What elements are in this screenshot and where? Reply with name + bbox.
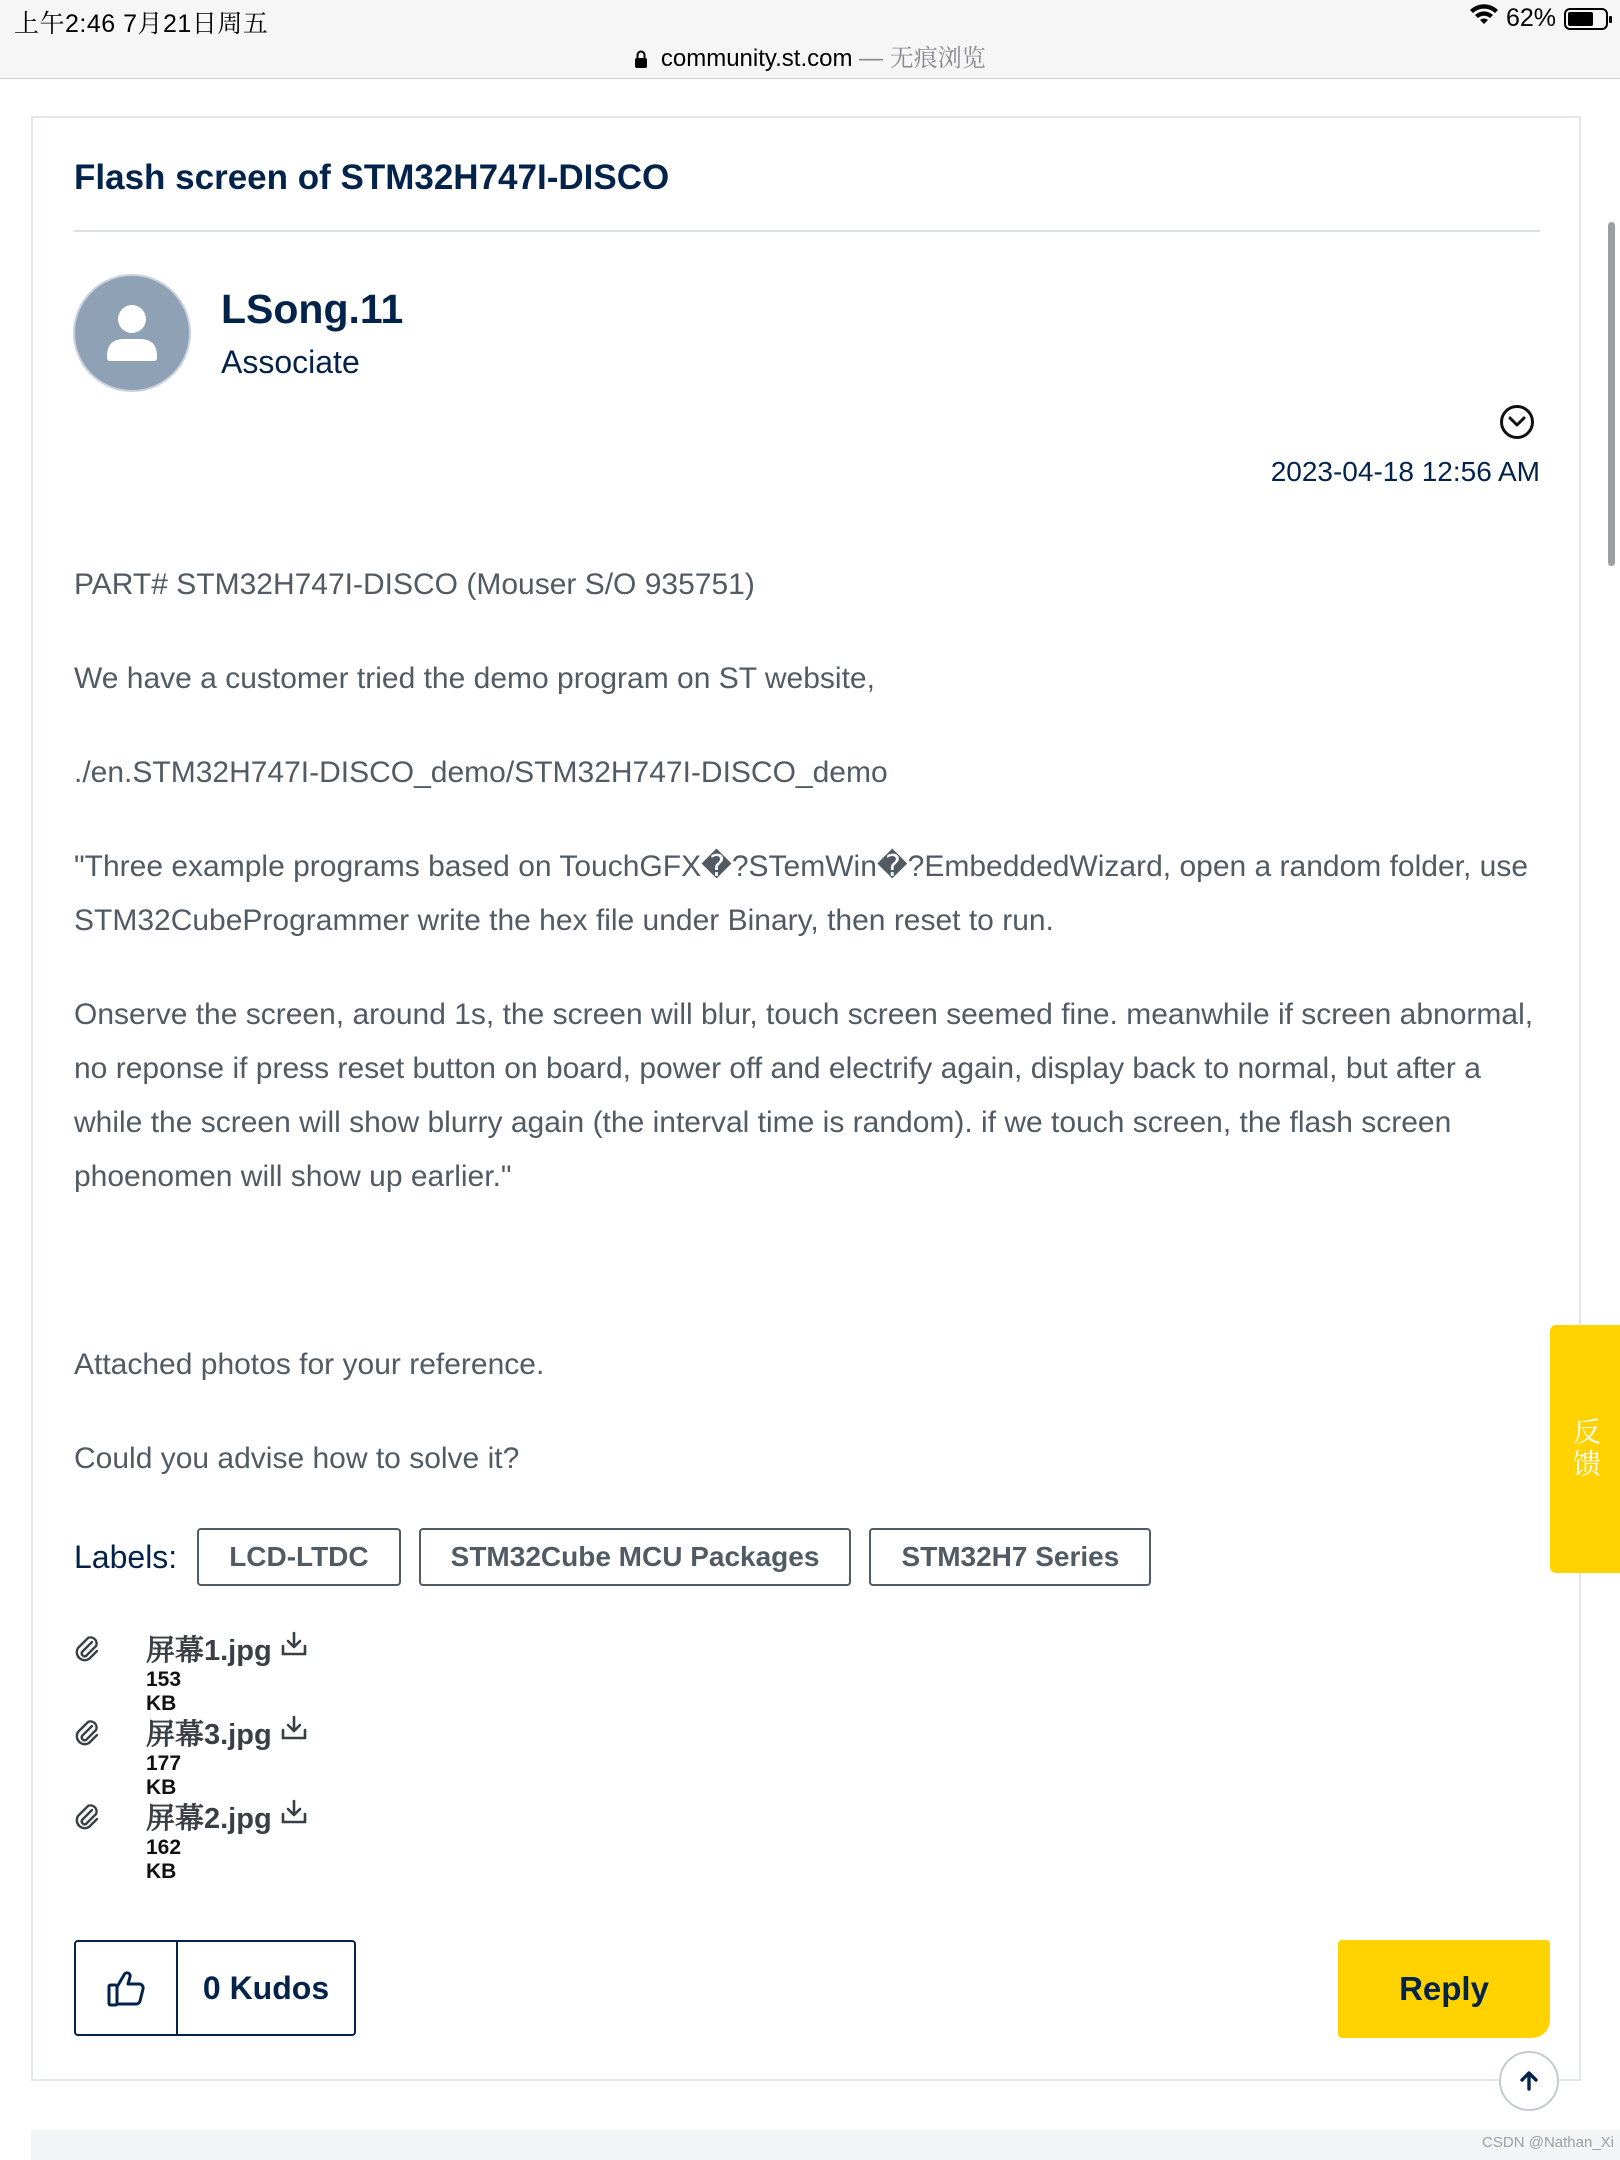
labels-heading: Labels:: [74, 1538, 178, 1575]
body-paragraph: We have a customer tried the demo program on ST website,: [74, 662, 875, 695]
download-icon[interactable]: [280, 1630, 308, 1663]
author-name[interactable]: LSong.11: [221, 286, 404, 332]
kudo-button[interactable]: [76, 1942, 178, 2034]
url-text: community.st.com: [660, 45, 853, 72]
user-icon: [75, 276, 189, 390]
kudos-count: 0 Kudos: [202, 1969, 330, 2006]
reply-button[interactable]: Reply: [1338, 1940, 1550, 2038]
chevron-down-circle-icon: [1508, 416, 1526, 428]
download-icon[interactable]: [280, 1714, 308, 1747]
attachment-name[interactable]: 屏幕1.jpg: [146, 1635, 272, 1667]
next-card-edge: [31, 2130, 1620, 2160]
post-title: Flash screen of STM32H747I-DISCO: [74, 158, 670, 197]
attachment-size: 153 KB: [146, 1668, 182, 1715]
private-mode-label: — 无痕浏览: [859, 45, 986, 72]
body-paragraph: Attached photos for your reference.: [74, 1348, 545, 1381]
feedback-tab[interactable]: [1550, 1325, 1620, 1573]
avatar[interactable]: [73, 274, 191, 392]
download-icon[interactable]: [280, 1798, 308, 1831]
body-paragraph: ./en.STM32H747I-DISCO_demo/STM32H747I-DISCO_demo: [74, 756, 888, 789]
wifi-icon: [1470, 4, 1498, 33]
paperclip-icon: [74, 1634, 100, 1669]
arrow-up-icon: [1517, 2069, 1541, 2093]
title-divider: [74, 230, 1540, 232]
status-right: [1470, 4, 1608, 33]
body-paragraph: Onserve the screen, around 1s, the screen will blur, touch screen seemed fine. meanwhile if screen abnormal, no reponse if press reset button on board, power off and electrify again, display back to normal, but after a while the screen will show blurry again (the interval time is random). if we touch screen, the flash screen phoenomen will show up earlier.": [74, 998, 1534, 1193]
watermark: CSDN @Nathan_Xi: [1482, 2134, 1614, 2151]
address-bar[interactable]: [0, 38, 1620, 73]
feedback-label: 反馈: [1570, 1417, 1601, 1481]
battery-percent: 62%: [1505, 4, 1556, 32]
post-body: [74, 558, 1544, 1526]
scrollbar[interactable]: [1608, 222, 1615, 566]
body-paragraph: Could you advise how to solve it?: [74, 1442, 520, 1475]
lock-icon: [634, 45, 661, 72]
thumbs-up-icon: [105, 1967, 147, 2009]
attachment-name[interactable]: 屏幕3.jpg: [146, 1719, 272, 1751]
battery-icon: [1564, 8, 1608, 30]
author-rank: Associate: [221, 344, 360, 380]
label-tag[interactable]: STM32Cube MCU Packages: [419, 1528, 852, 1586]
back-to-top-button[interactable]: [1499, 2051, 1559, 2111]
post-options-button[interactable]: [1500, 405, 1534, 439]
status-bar: [0, 0, 1620, 79]
label-tag[interactable]: LCD-LTDC: [197, 1528, 400, 1586]
paperclip-icon: [74, 1802, 100, 1837]
post-date: 2023-04-18 12:56 AM: [1270, 456, 1540, 487]
post-card: [31, 116, 1581, 2081]
paperclip-icon: [74, 1718, 100, 1753]
attachment-size: 177 KB: [146, 1752, 182, 1799]
kudos-widget: [74, 1940, 356, 2036]
labels-row: [74, 1528, 1169, 1586]
attachment-name[interactable]: 屏幕2.jpg: [146, 1803, 272, 1835]
label-tag[interactable]: STM32H7 Series: [869, 1528, 1151, 1586]
body-paragraph: PART# STM32H747I-DISCO (Mouser S/O 935751): [74, 568, 755, 601]
status-time: 上午2:46 7月21日周五: [14, 10, 269, 38]
body-paragraph: "Three example programs based on TouchGFX�?STemWin�?EmbeddedWizard, open a random folder, use STM32CubeProgrammer write the hex file under Binary, then reset to run.: [74, 850, 1529, 937]
attachment-size: 162 KB: [146, 1836, 182, 1883]
